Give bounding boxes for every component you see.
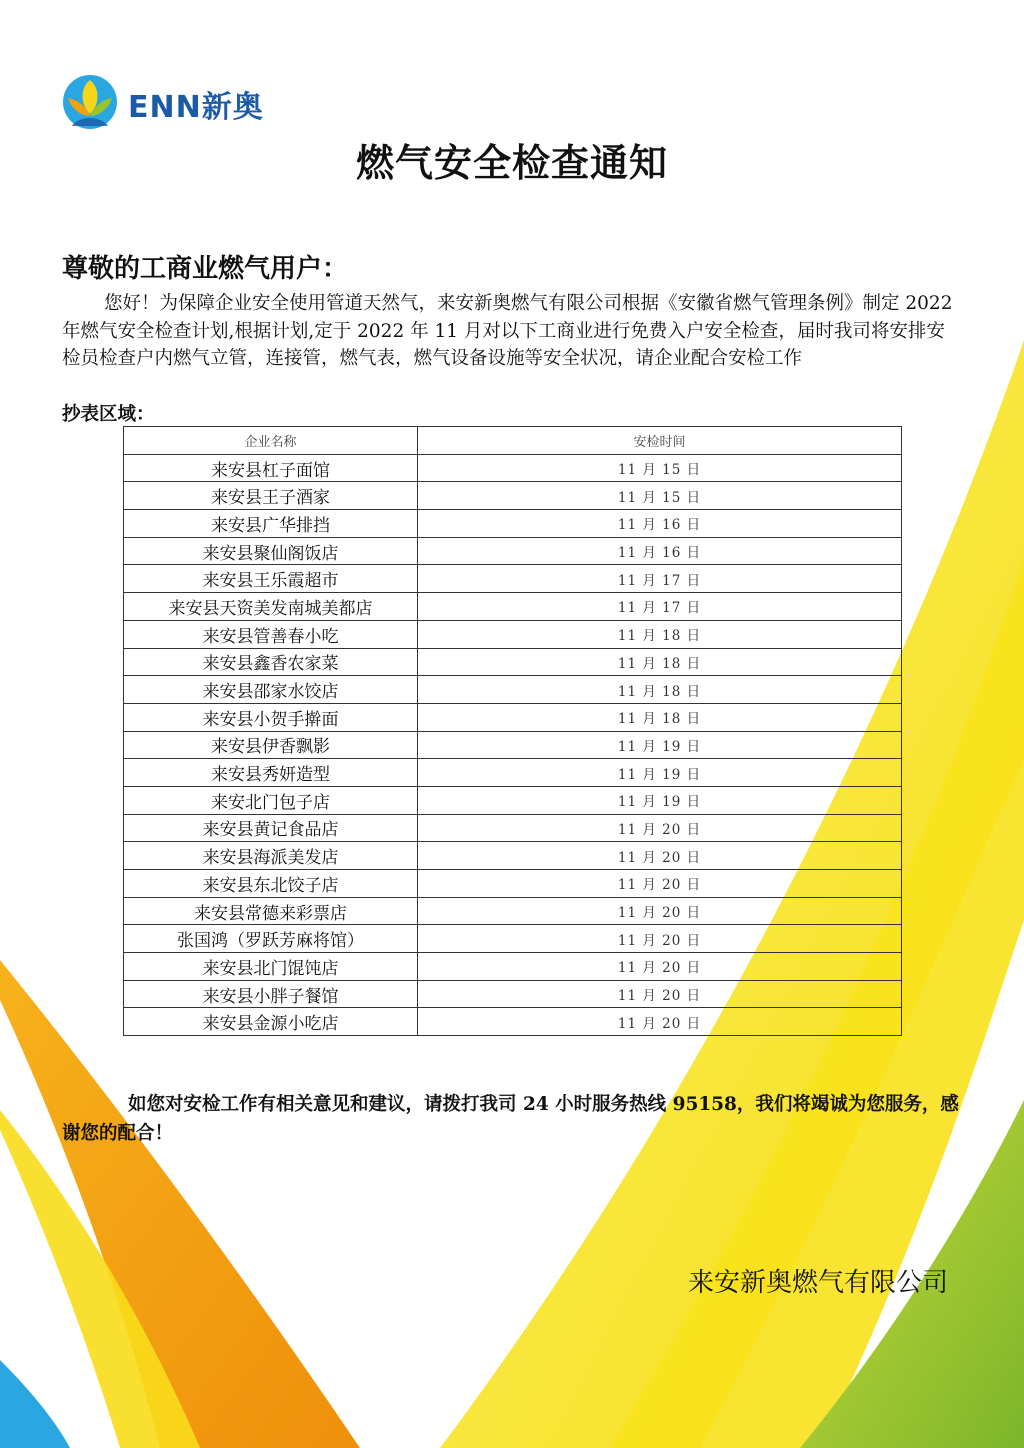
intro-paragraph: 您好！为保障企业安全使用管道天然气，来安新奥燃气有限公司根据《安徽省燃气管理条例》制定 2022 年燃气安全检查计划,根据计划,定于 2022 年 11 月对以下工商业进行免费入户安全检查，届时我司将安排安检员检查户内燃气立管，连接管，燃气表，燃气设备设施等安全状况，请企业配合安检工作 bbox=[62, 293, 953, 369]
company-name-cell: 来安县天资美发南城美都店 bbox=[124, 593, 418, 621]
company-name-cell: 来安县黄记食品店 bbox=[124, 814, 418, 842]
table-row bbox=[124, 454, 902, 482]
inspection-date-cell: 11 月 18 日 bbox=[418, 676, 902, 704]
inspection-date-cell: 11 月 19 日 bbox=[418, 759, 902, 787]
company-name-cell: 来安县小胖子餐馆 bbox=[124, 980, 418, 1008]
company-name-cell: 来安县聚仙阁饭店 bbox=[124, 537, 418, 565]
inspection-date-cell: 11 月 20 日 bbox=[418, 1008, 902, 1036]
inspection-date-cell: 11 月 15 日 bbox=[418, 482, 902, 510]
table-row bbox=[124, 897, 902, 925]
inspection-date-cell: 11 月 20 日 bbox=[418, 870, 902, 898]
table-row bbox=[124, 620, 902, 648]
area-label: 抄表区域： bbox=[62, 404, 155, 425]
company-name-cell: 来安县王乐霞超市 bbox=[124, 565, 418, 593]
table-row bbox=[124, 676, 902, 704]
inspection-date-cell: 11 月 20 日 bbox=[418, 980, 902, 1008]
inspection-date-cell: 11 月 16 日 bbox=[418, 510, 902, 538]
inspection-date-cell: 11 月 18 日 bbox=[418, 620, 902, 648]
table-row bbox=[124, 980, 902, 1008]
inspection-date-cell: 11 月 18 日 bbox=[418, 703, 902, 731]
company-name-cell: 来安县邵家水饺店 bbox=[124, 676, 418, 704]
inspection-date-cell: 11 月 20 日 bbox=[418, 953, 902, 981]
table-row bbox=[124, 786, 902, 814]
table-row bbox=[124, 510, 902, 538]
company-name-cell: 来安县伊香飘影 bbox=[124, 731, 418, 759]
page-title: 燃气安全检查通知 bbox=[355, 141, 668, 185]
enn-flower-logo-icon bbox=[62, 74, 118, 130]
table-row bbox=[124, 953, 902, 981]
inspection-date-cell: 11 月 20 日 bbox=[418, 897, 902, 925]
closing-paragraph: 如您对安检工作有相关意见和建议，请拨打我司 24 小时服务热线 95158，我们将竭诚为您服务，感谢您的配合！ bbox=[62, 1094, 959, 1144]
inspection-date-cell: 11 月 20 日 bbox=[418, 842, 902, 870]
company-name-cell: 来安县北门馄饨店 bbox=[124, 953, 418, 981]
table-row bbox=[124, 703, 902, 731]
inspection-date-cell: 11 月 15 日 bbox=[418, 454, 902, 482]
inspection-schedule-table bbox=[123, 426, 902, 1036]
inspection-date-cell: 11 月 18 日 bbox=[418, 648, 902, 676]
inspection-date-cell: 11 月 17 日 bbox=[418, 565, 902, 593]
company-name-cell: 来安县常德来彩票店 bbox=[124, 897, 418, 925]
header-inspection-time: 安检时间 bbox=[418, 427, 902, 455]
company-name-cell: 来安县海派美发店 bbox=[124, 842, 418, 870]
table-row bbox=[124, 925, 902, 953]
table-row bbox=[124, 731, 902, 759]
company-name-cell: 来安县王子酒家 bbox=[124, 482, 418, 510]
inspection-date-cell: 11 月 20 日 bbox=[418, 814, 902, 842]
company-signature: 来安新奥燃气有限公司 bbox=[688, 1268, 949, 1298]
company-name-cell: 来安县秀妍造型 bbox=[124, 759, 418, 787]
table-row bbox=[124, 648, 902, 676]
company-name-cell: 张国鸿（罗跃芳麻将馆） bbox=[124, 925, 418, 953]
inspection-date-cell: 11 月 19 日 bbox=[418, 731, 902, 759]
logo-brand-text: ENN新奥 bbox=[128, 90, 264, 125]
table-row bbox=[124, 1008, 902, 1036]
table-row bbox=[124, 842, 902, 870]
table-row bbox=[124, 565, 902, 593]
table-header-row bbox=[124, 427, 902, 455]
company-name-cell: 来安北门包子店 bbox=[124, 786, 418, 814]
company-logo bbox=[62, 74, 292, 130]
company-name-cell: 来安县金源小吃店 bbox=[124, 1008, 418, 1036]
inspection-date-cell: 11 月 16 日 bbox=[418, 537, 902, 565]
table-row bbox=[124, 593, 902, 621]
company-name-cell: 来安县杠子面馆 bbox=[124, 454, 418, 482]
company-name-cell: 来安县小贺手擀面 bbox=[124, 703, 418, 731]
company-name-cell: 来安县东北饺子店 bbox=[124, 870, 418, 898]
blue-swoosh bbox=[0, 1360, 70, 1448]
table-row bbox=[124, 814, 902, 842]
header-company-name: 企业名称 bbox=[124, 427, 418, 455]
table-row bbox=[124, 482, 902, 510]
inspection-date-cell: 11 月 20 日 bbox=[418, 925, 902, 953]
table-body bbox=[124, 454, 902, 1035]
table-row bbox=[124, 870, 902, 898]
company-name-cell: 来安县管善春小吃 bbox=[124, 620, 418, 648]
greeting-heading: 尊敬的工商业燃气用户： bbox=[62, 254, 349, 284]
company-name-cell: 来安县鑫香农家菜 bbox=[124, 648, 418, 676]
inspection-date-cell: 11 月 19 日 bbox=[418, 786, 902, 814]
table-row bbox=[124, 537, 902, 565]
table-row bbox=[124, 759, 902, 787]
inspection-date-cell: 11 月 17 日 bbox=[418, 593, 902, 621]
company-name-cell: 来安县广华排挡 bbox=[124, 510, 418, 538]
